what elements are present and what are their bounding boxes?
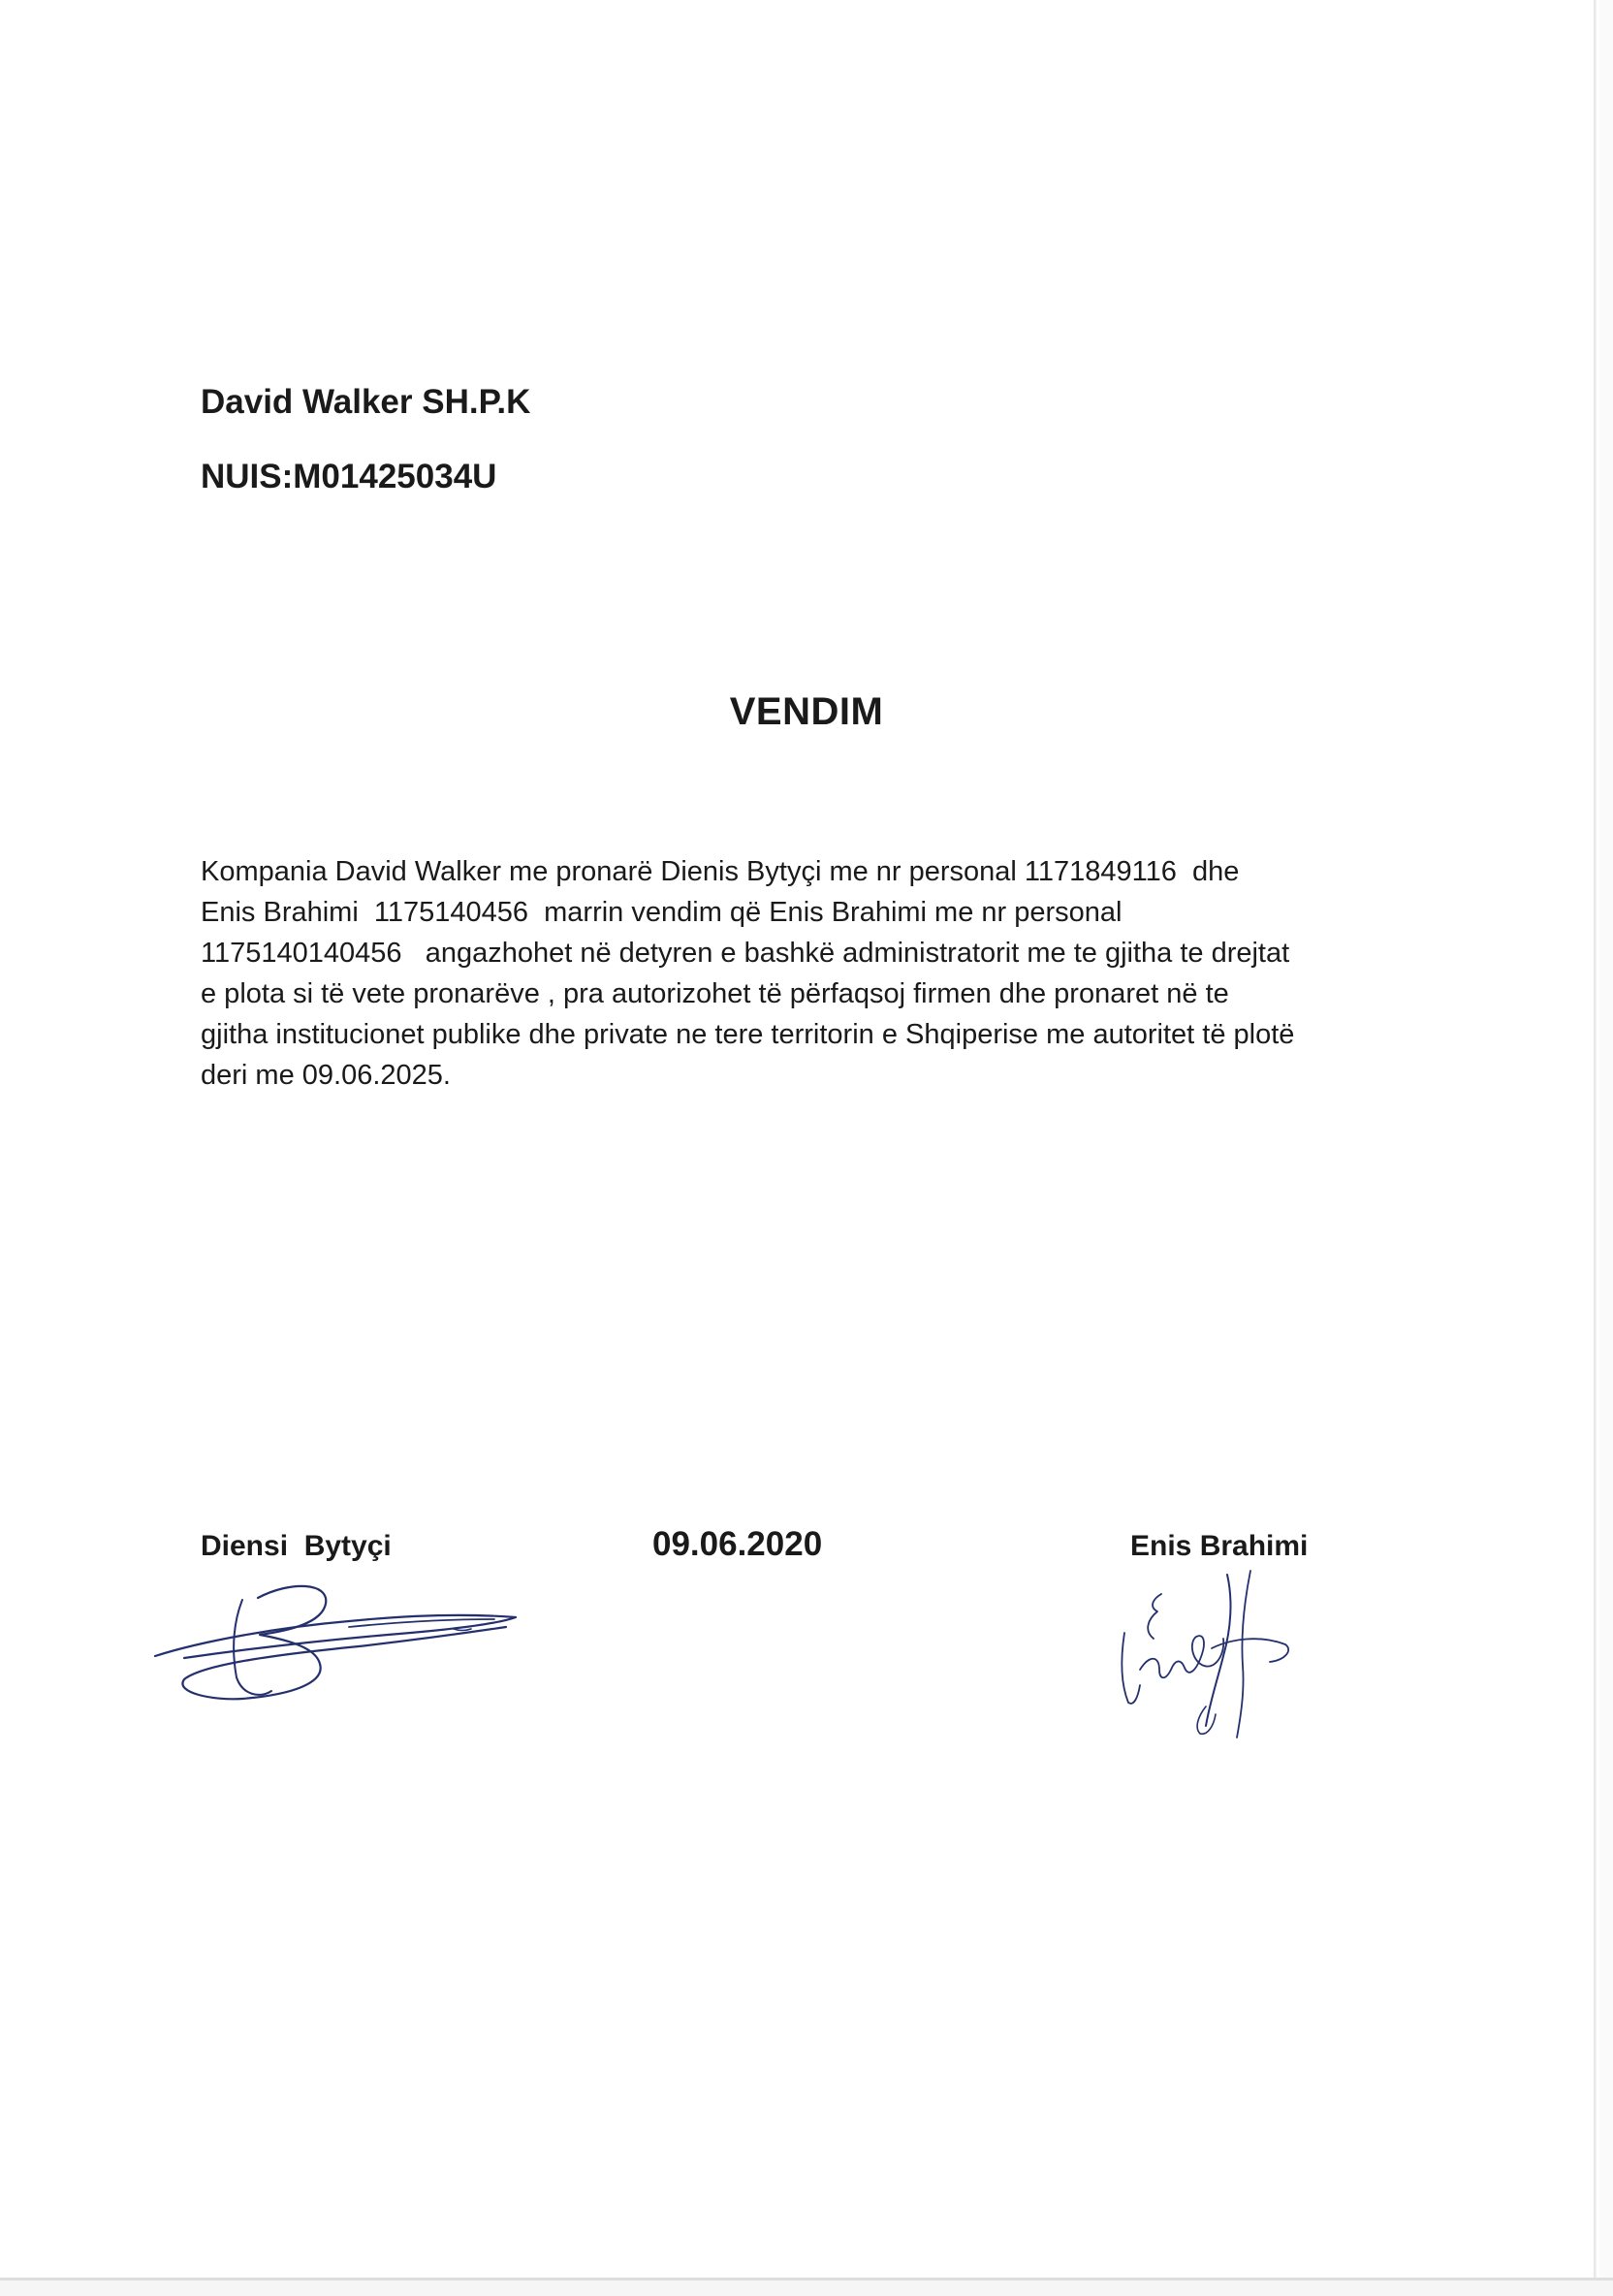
- signing-date: 09.06.2020: [652, 1525, 823, 1563]
- body-line: 1175140140456 angazhohet në detyren e bashkë administratorit me te gjitha te drejtat: [201, 938, 1290, 969]
- body-line: gjitha institucionet publike dhe private ne tere territorin e Shqiperise me autoritet të plotë: [201, 1019, 1295, 1050]
- decision-body: [201, 851, 1451, 1096]
- company-nuis: NUIS:M01425034U: [201, 458, 497, 495]
- body-line: e plota si të vete pronarëve , pra autorizohet të përfaqsoj firmen dhe pronaret në te: [201, 978, 1229, 1009]
- signatory-left-name: Diensi Bytyçi: [201, 1530, 392, 1562]
- signature-right: [1095, 1561, 1299, 1745]
- body-line: Enis Brahimi 1175140456 marrin vendim që Enis Brahimi me nr personal: [201, 897, 1123, 928]
- body-line: Kompania David Walker me pronarë Dienis Bytyçi me nr personal 1171849116 dhe: [201, 856, 1240, 887]
- document-title: VENDIM: [729, 690, 884, 733]
- scan-edge-right: [1594, 0, 1597, 2296]
- scan-margin-bottom: [0, 2280, 1613, 2296]
- body-line: deri me 09.06.2025.: [201, 1060, 451, 1091]
- company-name: David Walker SH.P.K: [201, 383, 531, 421]
- scan-margin-right: [1599, 0, 1613, 2296]
- signatory-right-name: Enis Brahimi: [1130, 1530, 1309, 1562]
- signature-left: [145, 1571, 533, 1706]
